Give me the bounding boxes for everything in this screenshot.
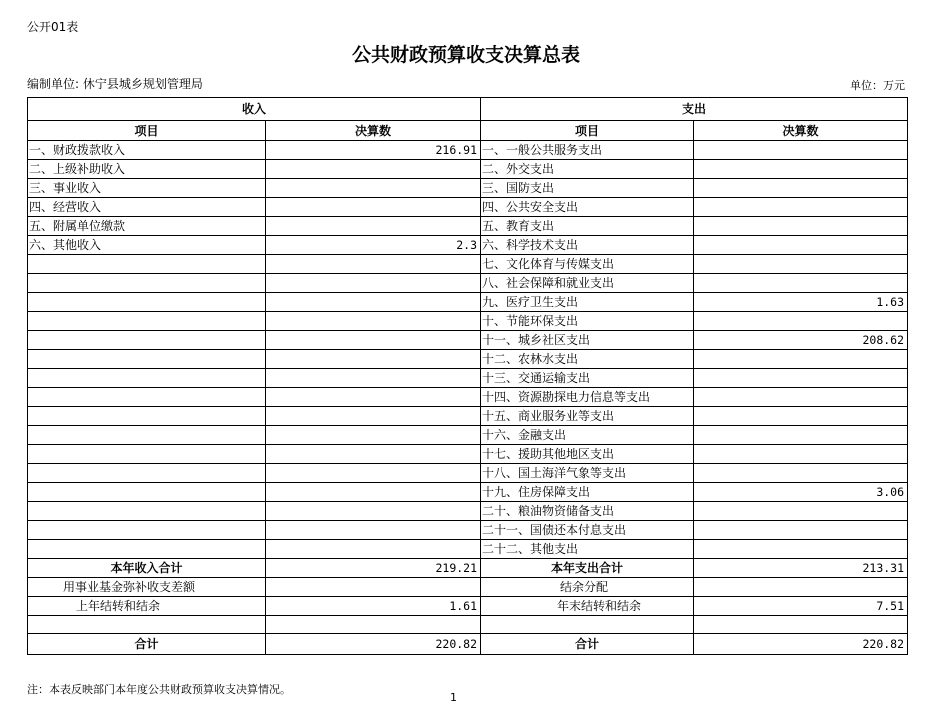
expense-item-cell: 十五、商业服务业等支出 xyxy=(481,407,694,426)
income-amount-cell xyxy=(266,445,481,464)
income-section-header: 收入 xyxy=(28,98,481,121)
income-amount-cell xyxy=(266,350,481,369)
income-item-cell xyxy=(28,445,266,464)
income-item-header: 项目 xyxy=(28,121,266,141)
expense-amount-cell xyxy=(694,369,908,388)
income-item-cell xyxy=(28,293,266,312)
income-item-cell xyxy=(28,331,266,350)
expense-amount-cell xyxy=(694,198,908,217)
income-item-cell xyxy=(28,312,266,331)
expense-item-cell: 九、医疗卫生支出 xyxy=(481,293,694,312)
income-item-cell xyxy=(28,464,266,483)
expense-item-cell: 十九、住房保障支出 xyxy=(481,483,694,502)
expense-item-cell: 十、节能环保支出 xyxy=(481,312,694,331)
income-amount-cell xyxy=(266,217,481,236)
expense-item-cell: 十三、交通运输支出 xyxy=(481,369,694,388)
table-row xyxy=(28,236,908,255)
fund-makeup-value xyxy=(266,578,481,597)
blank-cell xyxy=(694,616,908,634)
grand-total-expense-value: 220.82 xyxy=(694,634,908,655)
expense-amount-cell: 208.62 xyxy=(694,331,908,350)
expense-amount-cell xyxy=(694,141,908,160)
income-amount-cell: 2.3 xyxy=(266,236,481,255)
income-amount-cell: 216.91 xyxy=(266,141,481,160)
income-amount-cell xyxy=(266,255,481,274)
income-amount-cell xyxy=(266,369,481,388)
table-row xyxy=(28,141,908,160)
table-row xyxy=(28,331,908,350)
expense-item-cell: 二、外交支出 xyxy=(481,160,694,179)
reporting-unit: 编制单位: 休宁县城乡规划管理局 xyxy=(27,77,203,91)
expense-amount-cell xyxy=(694,160,908,179)
table-row xyxy=(28,255,908,274)
income-item-cell xyxy=(28,483,266,502)
expense-amount-header: 决算数 xyxy=(694,121,908,141)
income-amount-cell xyxy=(266,502,481,521)
income-amount-cell xyxy=(266,179,481,198)
section-header-row xyxy=(28,98,908,121)
expense-item-cell: 八、社会保障和就业支出 xyxy=(481,274,694,293)
currency-unit: 单位：万元 xyxy=(850,79,905,92)
expense-amount-cell xyxy=(694,502,908,521)
footnote: 注：本表反映部门本年度公共财政预算收支决算情况。 xyxy=(27,683,291,696)
expense-item-cell: 六、科学技术支出 xyxy=(481,236,694,255)
income-amount-cell xyxy=(266,274,481,293)
expense-item-cell: 十七、援助其他地区支出 xyxy=(481,445,694,464)
year-end-carryover-label: 年末结转和结余 xyxy=(481,597,694,616)
expense-amount-cell xyxy=(694,540,908,559)
table-row xyxy=(28,502,908,521)
budget-table xyxy=(27,97,908,655)
table-row xyxy=(28,160,908,179)
expense-item-cell: 二十二、其他支出 xyxy=(481,540,694,559)
expense-amount-cell xyxy=(694,312,908,331)
table-row xyxy=(28,217,908,236)
income-item-cell: 五、附属单位缴款 xyxy=(28,217,266,236)
fund-makeup-label: 用事业基金弥补收支差额 xyxy=(28,578,266,597)
income-item-cell: 四、经营收入 xyxy=(28,198,266,217)
expense-item-cell: 一、一般公共服务支出 xyxy=(481,141,694,160)
income-item-cell xyxy=(28,426,266,445)
expense-item-cell: 十四、资源勘探电力信息等支出 xyxy=(481,388,694,407)
income-amount-cell xyxy=(266,331,481,350)
income-item-cell xyxy=(28,521,266,540)
page-number: 1 xyxy=(450,691,457,704)
expense-amount-cell xyxy=(694,407,908,426)
prior-carryover-label: 上年结转和结余 xyxy=(28,597,266,616)
table-row xyxy=(28,388,908,407)
income-amount-cell xyxy=(266,293,481,312)
grand-total-expense-label: 合计 xyxy=(481,634,694,655)
table-row xyxy=(28,426,908,445)
income-item-cell xyxy=(28,369,266,388)
column-header-row xyxy=(28,121,908,141)
summary-row xyxy=(28,559,908,578)
prior-carryover-value: 1.61 xyxy=(266,597,481,616)
income-item-cell xyxy=(28,274,266,293)
expense-item-cell: 二十一、国债还本付息支出 xyxy=(481,521,694,540)
surplus-distribution-label: 结余分配 xyxy=(481,578,694,597)
document-code: 公开01表 xyxy=(27,20,79,34)
expense-item-cell: 二十、粮油物资储备支出 xyxy=(481,502,694,521)
income-amount-cell xyxy=(266,407,481,426)
income-amount-cell xyxy=(266,464,481,483)
surplus-distribution-value xyxy=(694,578,908,597)
income-item-cell: 二、上级补助收入 xyxy=(28,160,266,179)
income-item-cell xyxy=(28,502,266,521)
blank-cell xyxy=(481,616,694,634)
expense-item-cell: 十八、国土海洋气象等支出 xyxy=(481,464,694,483)
income-amount-cell xyxy=(266,521,481,540)
table-row xyxy=(28,312,908,331)
expense-amount-cell xyxy=(694,426,908,445)
year-end-carryover-value: 7.51 xyxy=(694,597,908,616)
table-row xyxy=(28,179,908,198)
table-row xyxy=(28,293,908,312)
income-item-cell xyxy=(28,255,266,274)
grand-total-row xyxy=(28,634,908,655)
income-item-cell xyxy=(28,540,266,559)
income-item-cell xyxy=(28,388,266,407)
income-amount-header: 决算数 xyxy=(266,121,481,141)
expense-item-cell: 七、文化体育与传媒支出 xyxy=(481,255,694,274)
income-item-cell: 六、其他收入 xyxy=(28,236,266,255)
income-amount-cell xyxy=(266,388,481,407)
income-item-cell xyxy=(28,350,266,369)
income-item-cell: 三、事业收入 xyxy=(28,179,266,198)
expense-amount-cell xyxy=(694,255,908,274)
income-total-label: 本年收入合计 xyxy=(28,559,266,578)
blank-cell xyxy=(28,616,266,634)
summary-row xyxy=(28,578,908,597)
expense-amount-cell xyxy=(694,350,908,369)
expense-item-cell: 三、国防支出 xyxy=(481,179,694,198)
table-row xyxy=(28,274,908,293)
expense-total-label: 本年支出合计 xyxy=(481,559,694,578)
income-total-value: 219.21 xyxy=(266,559,481,578)
expense-amount-cell: 1.63 xyxy=(694,293,908,312)
income-amount-cell xyxy=(266,312,481,331)
income-item-cell xyxy=(28,407,266,426)
expense-item-cell: 四、公共安全支出 xyxy=(481,198,694,217)
expense-section-header: 支出 xyxy=(481,98,908,121)
page-title: 公共财政预算收支决算总表 xyxy=(351,44,580,66)
expense-amount-cell xyxy=(694,274,908,293)
expense-amount-cell xyxy=(694,179,908,198)
expense-item-cell: 五、教育支出 xyxy=(481,217,694,236)
summary-row xyxy=(28,597,908,616)
table-row xyxy=(28,369,908,388)
table-row xyxy=(28,464,908,483)
table-row xyxy=(28,350,908,369)
expense-amount-cell xyxy=(694,236,908,255)
expense-item-header: 项目 xyxy=(481,121,694,141)
expense-amount-cell xyxy=(694,388,908,407)
expense-amount-cell xyxy=(694,217,908,236)
blank-cell xyxy=(266,616,481,634)
expense-total-value: 213.31 xyxy=(694,559,908,578)
table-row xyxy=(28,483,908,502)
expense-amount-cell xyxy=(694,445,908,464)
income-amount-cell xyxy=(266,483,481,502)
expense-amount-cell: 3.06 xyxy=(694,483,908,502)
income-amount-cell xyxy=(266,198,481,217)
expense-amount-cell xyxy=(694,521,908,540)
grand-total-income-value: 220.82 xyxy=(266,634,481,655)
income-amount-cell xyxy=(266,426,481,445)
income-amount-cell xyxy=(266,160,481,179)
table-row xyxy=(28,407,908,426)
table-row xyxy=(28,540,908,559)
table-row xyxy=(28,198,908,217)
expense-item-cell: 十一、城乡社区支出 xyxy=(481,331,694,350)
table-row xyxy=(28,445,908,464)
income-item-cell: 一、财政拨款收入 xyxy=(28,141,266,160)
expense-item-cell: 十六、金融支出 xyxy=(481,426,694,445)
expense-item-cell: 十二、农林水支出 xyxy=(481,350,694,369)
table-row xyxy=(28,521,908,540)
expense-amount-cell xyxy=(694,464,908,483)
income-amount-cell xyxy=(266,540,481,559)
grand-total-income-label: 合计 xyxy=(28,634,266,655)
summary-row xyxy=(28,616,908,634)
